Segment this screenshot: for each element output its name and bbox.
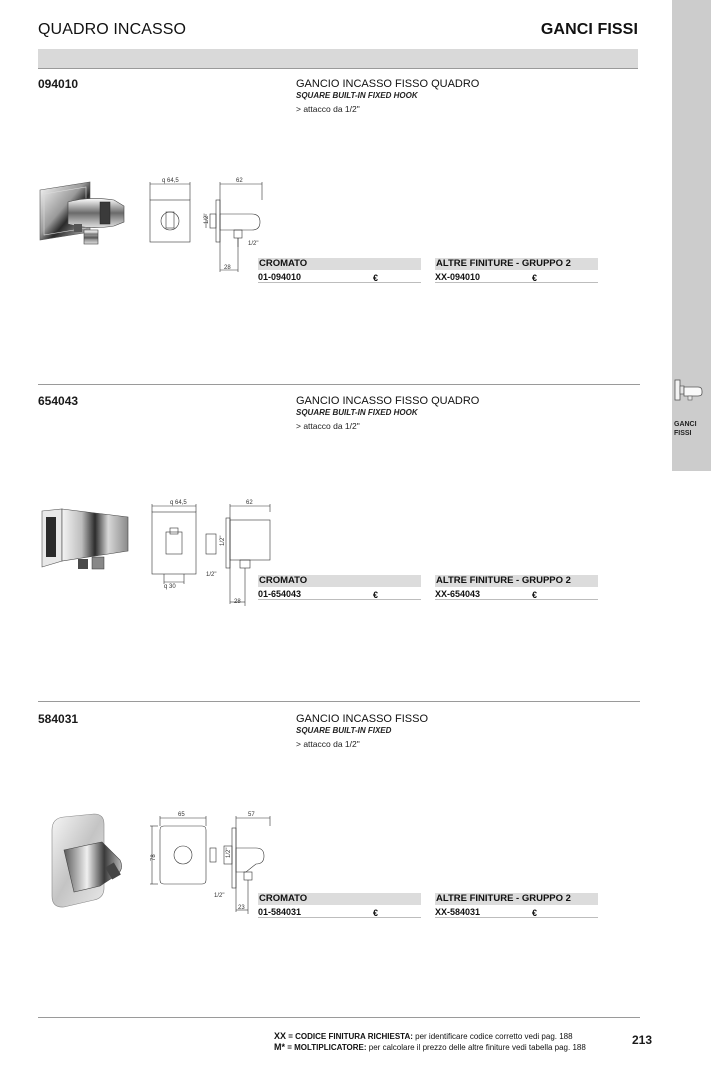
dim-thread: 1/2" xyxy=(206,572,217,578)
product-title: GANCIO INCASSO FISSO xyxy=(296,713,429,725)
product-code: 094010 xyxy=(38,77,79,91)
dim-offset: 28 xyxy=(234,599,241,605)
price-column-cromato xyxy=(258,893,421,918)
product-title: GANCIO INCASSO FISSO QUADRO xyxy=(296,78,480,90)
footer-note-label: = MOLTIPLICATORE: xyxy=(285,1043,367,1052)
footer-note-xx xyxy=(274,1031,586,1042)
category-title: GANCI FISSI xyxy=(540,21,638,38)
dim-depth: 62 xyxy=(246,500,253,506)
product-title: GANCIO INCASSO FISSO QUADRO xyxy=(296,395,480,407)
price-row xyxy=(258,270,421,283)
side-tab-label xyxy=(674,420,697,438)
price-header: ALTRE FINITURE - GRUPPO 2 xyxy=(435,258,598,270)
product-code: 654043 xyxy=(38,394,79,408)
product-code: 584031 xyxy=(38,712,79,726)
side-tab-label-line1: GANCI xyxy=(674,421,697,428)
dim-thread-side: 1/2" xyxy=(226,847,232,858)
price-column-cromato xyxy=(258,575,421,600)
price-header: CROMATO xyxy=(258,575,421,587)
price-header: CROMATO xyxy=(258,893,421,905)
product-photo xyxy=(40,505,132,573)
article-code: 01-584031 xyxy=(258,907,302,917)
article-code: XX-654043 xyxy=(435,589,481,599)
price-row xyxy=(435,905,598,918)
dim-width: q 64,5 xyxy=(162,178,179,184)
price-column-other-finishes xyxy=(435,575,598,600)
price-row xyxy=(258,905,421,918)
side-tab-label-line2: FISSI xyxy=(674,430,692,437)
wall-hook-icon xyxy=(674,374,706,408)
product-subtitle: SQUARE BUILT-IN FIXED xyxy=(296,726,392,735)
article-code: XX-584031 xyxy=(435,907,481,917)
price-row xyxy=(258,587,421,600)
article-code: XX-094010 xyxy=(435,272,481,282)
price-row xyxy=(435,587,598,600)
technical-drawing xyxy=(148,808,274,916)
technical-drawing xyxy=(140,172,272,277)
product-connection: > attacco da 1/2" xyxy=(296,739,360,749)
footer-note-label: = CODICE FINITURA RICHIESTA: xyxy=(286,1032,413,1041)
dim-thread-side: 1/2" xyxy=(220,535,226,546)
page-number: 213 xyxy=(632,1033,653,1047)
footer-divider xyxy=(38,1017,640,1018)
technical-drawing xyxy=(142,492,274,612)
page-title: QUADRO INCASSO xyxy=(38,21,187,38)
currency-symbol: € xyxy=(532,590,538,600)
dim-base: q 30 xyxy=(164,584,176,590)
product-connection: > attacco da 1/2" xyxy=(296,104,360,114)
dim-depth: 57 xyxy=(248,812,255,818)
currency-symbol: € xyxy=(532,908,538,918)
price-column-other-finishes xyxy=(435,893,598,918)
footer-note-multiplier xyxy=(274,1042,586,1053)
footer-note-key: XX xyxy=(274,1031,287,1041)
price-column-other-finishes xyxy=(435,258,598,283)
currency-symbol: € xyxy=(373,273,379,283)
price-column-cromato xyxy=(258,258,421,283)
dim-thread: 1/2" xyxy=(248,241,259,247)
dim-height: 78 xyxy=(151,854,157,861)
section-divider xyxy=(38,701,640,702)
price-header: ALTRE FINITURE - GRUPPO 2 xyxy=(435,893,598,905)
product-subtitle: SQUARE BUILT-IN FIXED HOOK xyxy=(296,91,418,100)
footer-note-key: M* xyxy=(274,1042,285,1052)
footer-note-text: per identificare codice corretto vedi pag. 188 xyxy=(412,1032,573,1041)
header-band xyxy=(38,49,638,69)
page-header xyxy=(38,18,638,50)
dim-offset: 23 xyxy=(238,905,245,911)
price-header: ALTRE FINITURE - GRUPPO 2 xyxy=(435,575,598,587)
currency-symbol: € xyxy=(373,908,379,918)
product-photo xyxy=(44,812,134,912)
currency-symbol: € xyxy=(532,273,538,283)
section-divider xyxy=(38,384,640,385)
footer-note-text: per calcolare il prezzo delle altre finiture vedi tabella pag. 188 xyxy=(366,1043,586,1052)
dim-offset: 28 xyxy=(224,265,231,271)
article-code: 01-654043 xyxy=(258,589,302,599)
dim-depth: 62 xyxy=(236,178,243,184)
currency-symbol: € xyxy=(373,590,379,600)
dim-width: 65 xyxy=(178,812,185,818)
footer-notes xyxy=(274,1031,586,1053)
price-row xyxy=(435,270,598,283)
dim-thread-side: 1/2" xyxy=(204,213,210,224)
product-subtitle: SQUARE BUILT-IN FIXED HOOK xyxy=(296,408,418,417)
article-code: 01-094010 xyxy=(258,272,302,282)
product-photo xyxy=(38,180,130,252)
dim-width: q 64,5 xyxy=(170,500,187,506)
price-header: CROMATO xyxy=(258,258,421,270)
product-connection: > attacco da 1/2" xyxy=(296,421,360,431)
dim-thread: 1/2" xyxy=(214,893,225,899)
